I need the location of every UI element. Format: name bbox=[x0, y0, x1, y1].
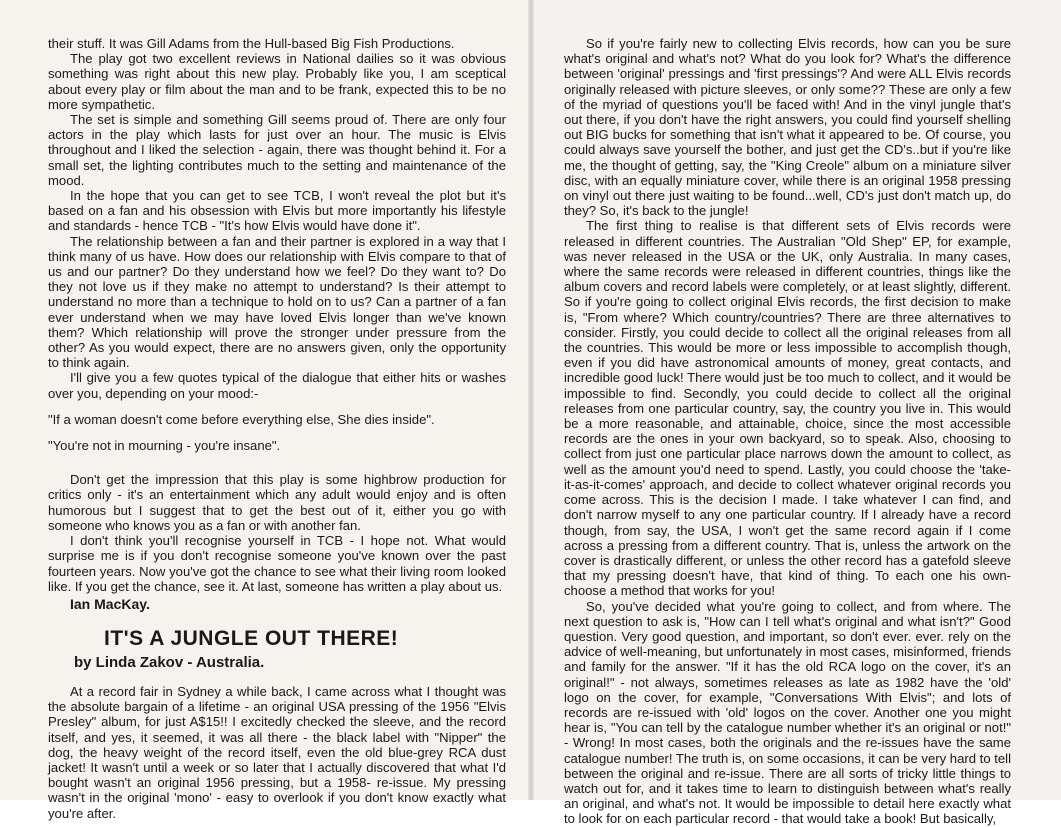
dialogue-quote: "If a woman doesn't come before everything else, She dies inside". bbox=[48, 411, 435, 427]
paragraph: At a record fair in Sydney a while back, I came across what I thought was the absolute bargain of a lifetime - an original USA pressing of the 1956 "Elvis Presley" album, for just A$15!! I excitedly checked the sleeve, and the record itself, and yes, it seemed, it was all there - the black label with "Nipper" the dog, the heavy weight of the record itself, even the old blue-grey RCA dust jacket! It wasn't until a week or so later that I actually discovered that what I'd bought wasn't an original 1956 pressing, but a 1958- re-issue. My pressing wasn't in the original 'mono' - easy to overlook if you don't know exactly what you're after. bbox=[48, 683, 506, 821]
paragraph: The first thing to realise is that different sets of Elvis records were released in different countries. The Australian "Old Shep" EP, for example, was never released in the USA or the UK, only Australia. In many cases, where the same records were released in different countries, things like the album covers and record labels were completely, or at least slightly, different. So if you're going to collect original Elvis records, the first decision to make is, "From where? Which country/countries? There are three alternatives to consider. Firstly, you could decide to collect all the original releases from all the countries. This would be more or less impossible to accomplish though, even if you did have astronomical amounts of money, great contacts, and incredible good luck! There would just be too much to collect, and it would be impossible to find. Secondly, you could decide to collect all the original releases from one particular country, say, the country you live in. This would be a more reasonable, and attainable, choice, since the most accessible records are the ones in your own backyard, so to speak. Also, choosing to collect from just one particular place narrows down the amount to collect, as well as the amount you'd need to spend. Lastly, you could choose the 'take-it-as-it-comes' approach, and decide to collect whatever original records you come across. This is the decision I made. I take whatever I can find, and don't narrow myself to any one particular country. If I already have a record though, from say, the USA, I won't get the same record again if I come across a pressing from a different country. That is, unless the artwork on the cover is drastically different, or unless the other record has a gatefold sleeve that my pressing doesn't have, that kind of thing. To each one his own- choose a method that works for you! bbox=[564, 218, 1011, 599]
paragraph: I'll give you a few quotes typical of the dialogue that either hits or washes over you, depending on your mood:- bbox=[48, 370, 506, 401]
paragraph: The relationship between a fan and their partner is explored in a way that I think many of us have. How does our relationship with Elvis compare to that of us and our partner? Do they understand how we feel? Do they want to? Do they not love us if they make no attempt to understand? Is their attempt to understand no more than a technique to hold on to us? Can a partner of a fan ever understand when we may have loved Elvis longer than we've known them? Which relationship will prove the stronger under pressure from the other? As you would expect, there are no answers given, only the opportunity to think again. bbox=[48, 233, 506, 371]
dialogue-quote: "You're not in mourning - you're insane". bbox=[48, 438, 281, 454]
paragraph: Don't get the impression that this play is some highbrow production for critics only - it's an entertainment which any adult would enjoy and is often humorous but I suggest that to get the best out of it, either you go with someone who knows you as a fan or with another fan. bbox=[48, 472, 506, 533]
paragraph: The play got two excellent reviews in National dailies so it was obvious something was right about this new play. Probably like you, I am sceptical about every play or film about the man and to be frank, expected this to be no more sympathetic. bbox=[48, 51, 506, 112]
paragraph: The set is simple and something Gill seems proud of. There are only four actors in the play which lasts for just over an hour. The music is Elvis throughout and I liked the selection - again, there was thought behind it. For a small set, the lighting contributes much to the setting and maintenance of the mood. bbox=[48, 112, 506, 188]
page-gutter bbox=[528, 0, 534, 800]
left-page bbox=[0, 0, 530, 821]
paragraph: So, you've decided what you're going to collect, and from where. The next question to ask is, "How can I tell what's original and what isn't?" Good question. Very good question, and important, so don't ever. ever. rely on the advice of well-meaning, but unfortunately in most cases, misinformed, friends and family for the answer. "If it has the old RCA logo on the cover, it's an original!" - not always, sometimes releases as late as 1982 have the 'old' logo on the cover, for example, "Conversations With Elvis"; and lots of records are re-issued with 'old' logos on the cover. Another one you might hear is, "You can tell by the catalogue number whether it's an original or not!" - Wrong! In most cases, both the originals and the re-issues have the same catalogue number! The truth is, on some occasions, it can be very hard to tell between the original and re-issue. There are all sorts of tricky little things to watch out for, and it takes time to learn to distinguish between what's really an original, and what's not. It would be impossible to detail here exactly what to look for on each particular record - that would take a book! But basically, bbox=[564, 598, 1011, 827]
paragraph: In the hope that you can get to see TCB, I won't reveal the plot but it's based on a fan and his obsession with Elvis but more importantly his lifestyle and standards - hence TCB - "It's how Elvis would have done it". bbox=[48, 188, 506, 234]
paragraph: their stuff. It was Gill Adams from the Hull-based Big Fish Productions. bbox=[48, 36, 455, 51]
article-byline: by Linda Zakov - Australia. bbox=[74, 653, 265, 671]
author-signature: Ian MacKay. bbox=[70, 595, 150, 612]
paragraph: I don't think you'll recognise yourself in TCB - I hope not. What would surprise me is if you don't recognise someone you've known over the past fourteen years. Now you've got the chance to see what their living room looked like. If you get the chance, see it. At last, someone has written a play about us. bbox=[48, 533, 506, 594]
right-page bbox=[530, 0, 1061, 827]
paragraph: So if you're fairly new to collecting Elvis records, how can you be sure what's original and what's not? What do you look for? What's the difference between 'original' pressings and 'first pressings'? And were ALL Elvis records originally released with picture sleeves, or only some?? These are only a few of the myriad of questions you'll be faced with! And in the vinyl jungle that's out there, if you don't have the right answers, you could find yourself shelling out BIG bucks for something that isn't what it appeared to be. Of course, you could always save yourself the bother, and just get the CD's..but if you're like me, the thought of getting, say, the "King Creole" album on a miniature silver disc, with an equally miniature cover, while there is an original 1958 pressing on vinyl out there just waiting to be found...well, CD's just don't match up, do they? So, it's back to the jungle! bbox=[564, 36, 1011, 219]
article-title: IT'S A JUNGLE OUT THERE! bbox=[104, 626, 399, 650]
